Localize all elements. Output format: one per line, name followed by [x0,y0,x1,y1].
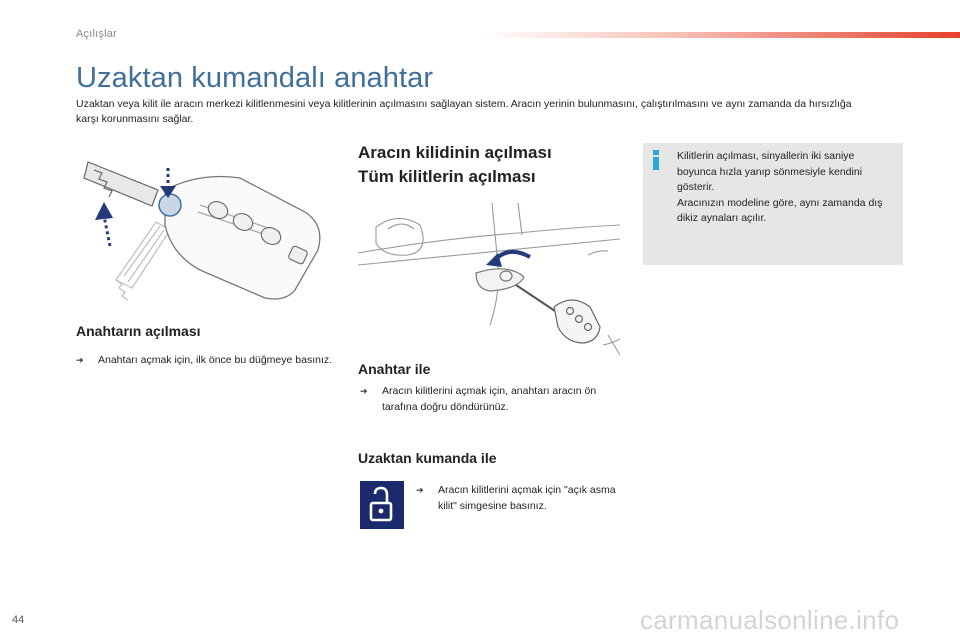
key-blade-inserted [516,285,558,313]
left-bullet-text: Anahtarı açmak için, ilk önce bu düğmeye basınız. [98,354,333,366]
door-lock-illustration [358,195,620,355]
release-button [159,194,181,216]
page-number: 44 [12,614,25,626]
lift-arrow [104,216,110,246]
page-title: Uzaktan kumandalı anahtar [76,62,434,94]
left-bullet [76,352,346,368]
middle-heading-line1: Aracın kilidinin açılması [358,143,552,162]
remote-heading: Uzaktan kumanda ile [358,450,497,466]
blade-ghost [116,222,170,300]
lift-arrow-head [95,202,113,220]
key-fob [554,300,600,343]
key-blade [84,162,158,206]
info-text [677,149,895,227]
remote-bullet [416,482,621,514]
checkbox-arrow-icon: ➔ [76,355,84,365]
info-icon [651,150,661,170]
header-accent-bar [480,32,960,38]
key-bullet [360,383,630,415]
key-body [165,177,320,300]
section-label: Açılışlar [76,28,117,40]
door-handle [476,269,524,291]
checkbox-arrow-icon: ➔ [360,386,368,396]
info-text-2: Aracınızın modeline göre, aynı zamanda dış dikiz aynaları açılır. [677,196,883,224]
intro-paragraph: Uzaktan veya kilit ile aracın merkezi kilitlenmesini veya kilitlerinin açılmasını sağlayan sistem. Aracın yerinin bulunmasını, çalıştırılmasını ve aynı zamanda da hırsızlığa karşı korunmasını sağlar. [76,98,852,125]
key-bullet-text: Aracın kilitlerini açmak için, anahtarı aracın ön tarafına doğru döndürünüz. [382,385,597,413]
left-heading: Anahtarın açılması [76,323,201,339]
key-fob-illustration [80,150,330,305]
watermark: carmanualsonline.info [640,605,900,635]
unlocked-padlock-icon [360,481,404,529]
middle-heading-line2: Tüm kilitlerin açılması [358,167,536,186]
checkbox-arrow-icon: ➔ [416,485,424,495]
remote-bullet-text: Aracın kilitlerini açmak için "açık asma kilit" simgesine basınız. [438,484,616,512]
key-heading: Anahtar ile [358,361,431,377]
info-text-1: Kilitlerin açılması, sinyallerin iki saniye boyunca hızla yanıp sönmesiyle kendini gösterir. [677,150,863,193]
